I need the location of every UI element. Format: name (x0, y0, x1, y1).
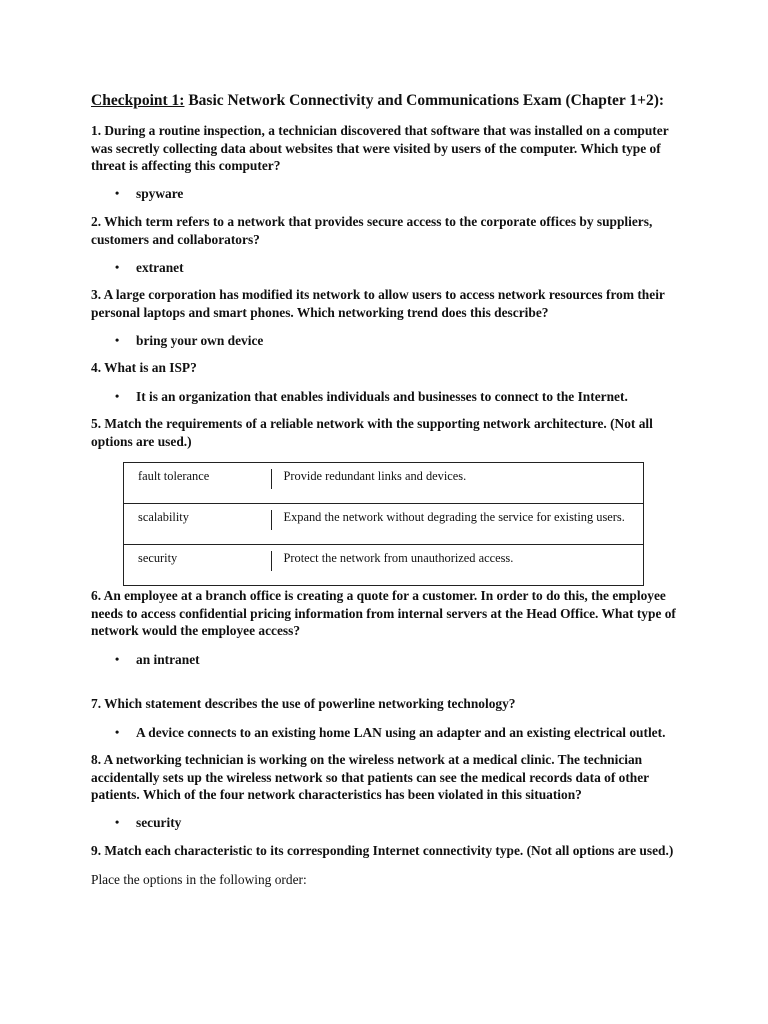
bullet-icon: • (115, 333, 120, 347)
table-cell-requirement: fault tolerance (124, 463, 271, 504)
table-row (124, 504, 644, 545)
answer-3 (115, 332, 676, 350)
question-2: 2. Which term refers to a network that provides secure access to the corporate offices by suppliers, customers and collaborators? (91, 214, 653, 247)
table-cell-architecture: Provide redundant links and devices. (271, 463, 644, 504)
answer-2 (115, 259, 676, 277)
title-prefix: Checkpoint 1: (91, 92, 185, 109)
answer-text: spyware (136, 186, 184, 201)
question-4: 4. What is an ISP? (91, 360, 197, 375)
table-cell-architecture: Expand the network without degrading the service for existing users. (271, 504, 644, 545)
question-3: 3. A large corporation has modified its network to allow users to access network resources from their personal laptops and smart phones. Which networking trend does this describe? (91, 287, 665, 320)
question-5: 5. Match the requirements of a reliable network with the supporting network architecture. (Not all options are used.) (91, 416, 653, 449)
answer-8 (115, 814, 676, 832)
answer-text: extranet (136, 260, 184, 275)
answer-text: an intranet (136, 652, 200, 667)
title-rest: Basic Network Connectivity and Communications Exam (Chapter 1+2): (184, 92, 665, 109)
table-row (124, 463, 644, 504)
page-title (91, 92, 664, 110)
match-table (123, 462, 644, 586)
bullet-icon: • (115, 260, 120, 274)
table-cell-requirement: scalability (124, 504, 271, 545)
answer-text: bring your own device (136, 333, 264, 348)
question-7: 7. Which statement describes the use of powerline networking technology? (91, 696, 516, 711)
bullet-icon: • (115, 652, 120, 666)
question-6: 6. An employee at a branch office is creating a quote for a customer. In order to do this, the employee needs to access confidential pricing information from internal servers at the Head Office. What type of network would the employee access? (91, 588, 676, 638)
table-row (124, 545, 644, 586)
instruction-text: Place the options in the following order: (91, 872, 307, 887)
answer-4 (115, 388, 676, 406)
answer-text: security (136, 815, 182, 830)
bullet-icon: • (115, 186, 120, 200)
question-8: 8. A networking technician is working on the wireless network at a medical clinic. The technician accidentally sets up the wireless network so that patients can see the medical records data of other patients. Which of the four network characteristics has been violated in this situation? (91, 752, 649, 802)
answer-text: It is an organization that enables individuals and businesses to connect to the Internet. (136, 389, 628, 404)
question-9: 9. Match each characteristic to its corresponding Internet connectivity type. (Not all options are used.) (91, 843, 674, 858)
bullet-icon: • (115, 815, 120, 829)
bullet-icon: • (115, 389, 120, 403)
answer-1 (115, 185, 676, 203)
table-cell-architecture: Protect the network from unauthorized access. (271, 545, 644, 586)
answer-6 (115, 651, 676, 669)
table-cell-requirement: security (124, 545, 271, 586)
question-1: 1. During a routine inspection, a technician discovered that software that was installed on a computer was secretly collecting data about websites that were visited by users of the computer. Which type of threat is affecting this computer? (91, 123, 669, 173)
bullet-icon: • (115, 725, 120, 739)
answer-text: A device connects to an existing home LAN using an adapter and an existing electrical outlet. (136, 725, 666, 740)
answer-7 (115, 724, 676, 742)
